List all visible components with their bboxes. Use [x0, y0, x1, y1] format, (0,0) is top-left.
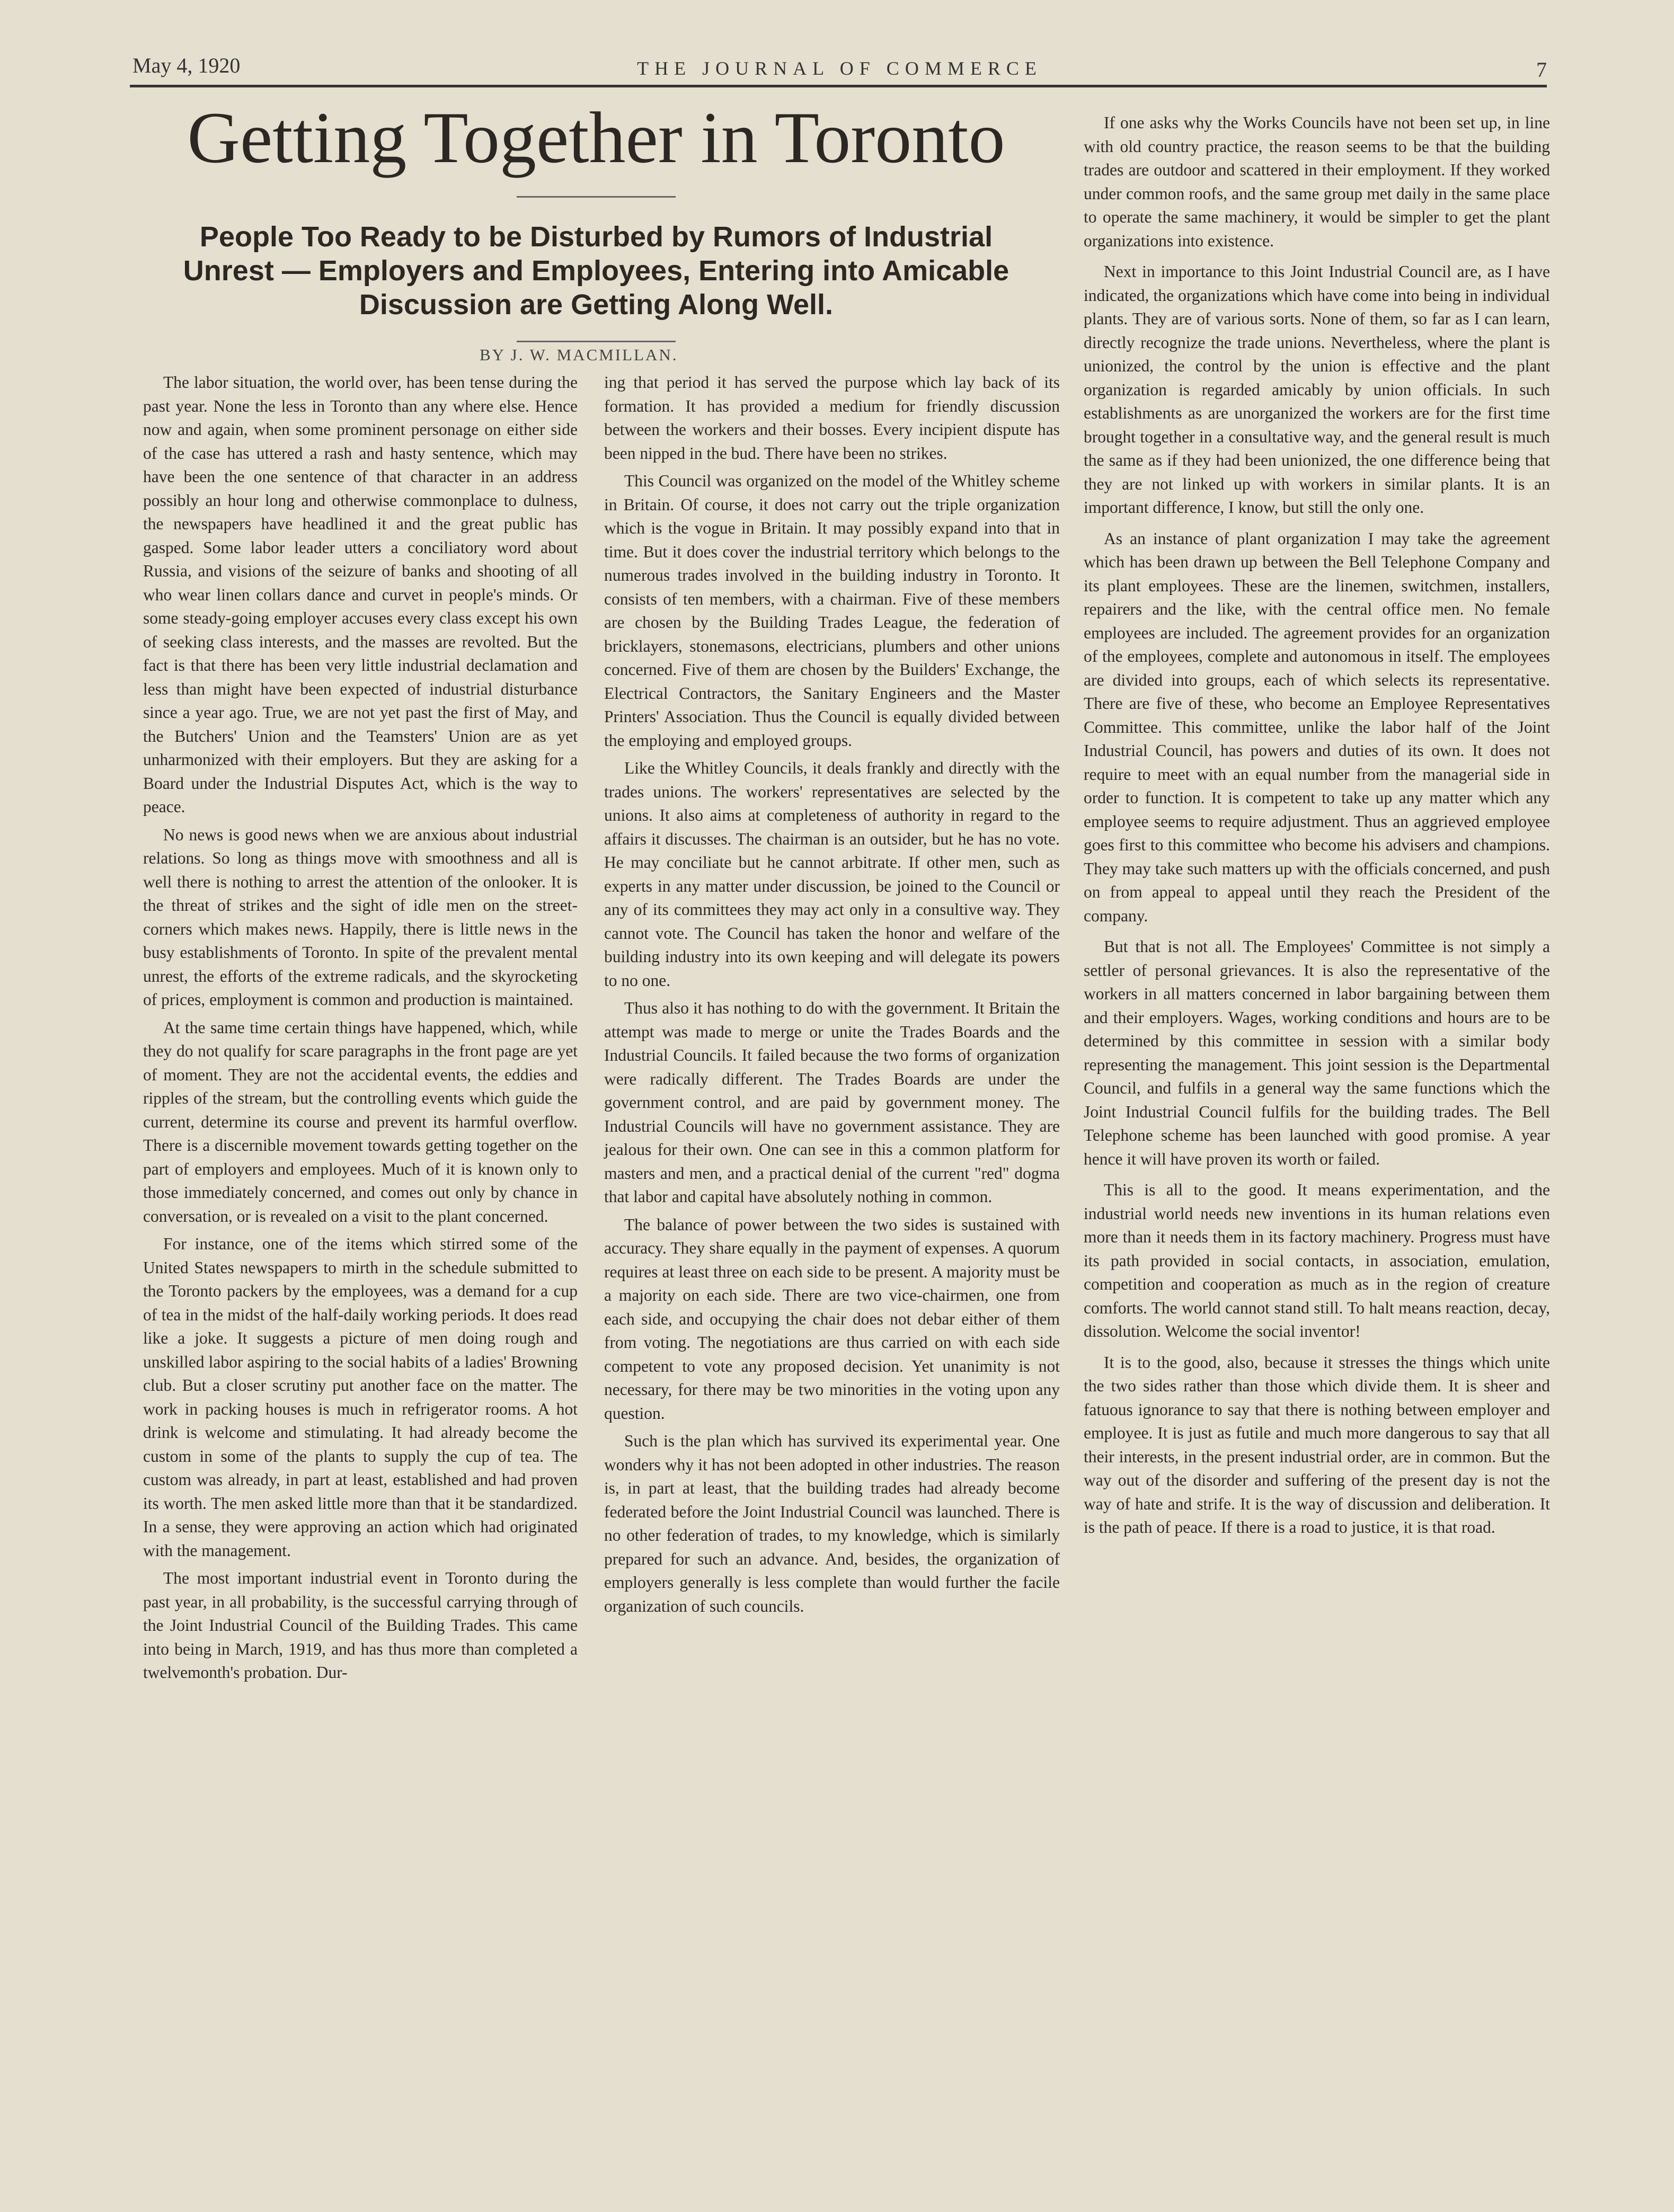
- header-rule: [130, 85, 1547, 87]
- paragraph: It is to the good, also, because it stresses the things which unite the two sides rather than those which divide them. It is sheer and fatuous ignorance to say that there is nothing between employer and employee. It is just as futile and much more dangerous to say that all their interests, in the present industrial order, are in common. But the way out of the disorder and suffering of the present day is not the way of hate and strife. It is the way of discussion and deliberation. It is the path of peace. If there is a road to justice, it is that road.: [1084, 1353, 1550, 1536]
- headline-divider: [517, 196, 676, 198]
- paragraph: But that is not all. The Employees' Committee is not simply a settler of personal grievances. It is also the representative of the workers in all matters concerned in labor bargaining between them and their employers. Wages, working conditions and hours are to be determined by this committee in session with a similar body representing the management. This joint session is the Departmental Council, and fulfils in a general way the same functions which the Joint Industrial Council fulfils for the building trades. The Bell Telephone scheme has been launched with good promise. A year hence it will have proven its worth or failed.: [1084, 937, 1550, 1168]
- article-column-1: [143, 371, 578, 1689]
- paragraph: This Council was organized on the model of the Whitley scheme in Britain. Of course, it does not carry out the triple organization which is the vogue in Britain. It may possibly expand into that in time. But it does cover the industrial territory which belongs to the numerous trades involved in the building industry in Toronto. It consists of ten members, with a chairman. Five of these members are chosen by the Building Trades League, the federation of bricklayers, stonemasons, electricians, plumbers and other unions concerned. Five of them are chosen by the Builders' Exchange, the Electrical Contractors, the Sanitary Engineers and the Master Printers' Association. Thus the Council is equally divided between the employing and employed groups.: [604, 472, 1060, 750]
- paragraph: The labor situation, the world over, has been tense during the past year. None the less in Toronto than any where else. Hence now and again, when some prominent personage on either side of the case has uttered a rash and hasty sentence, which may have been the one sentence of that character in an address possibly an hour long and otherwise commonplace to dulness, the newspapers have headlined it and the great public has gasped. Some labor leader utters a conciliatory word about Russia, and visions of the seizure of banks and shooting of all who wear linen collars dance and curvet in people's minds. Or some steady-going employer accuses every class except his own of seeking class interests, and the masses are revolted. But the fact is that there has been very little industrial declamation and less than might have been expected of industrial disturbance since a year ago. True, we are not yet past the first of May, and the Butchers' Union and the Teamsters' Union are as yet unharmonized with their employers. But they are asking for a Board under the Industrial Disputes Act, which is the way to peace.: [143, 373, 578, 816]
- paragraph: The most important industrial event in Toronto during the past year, in all probability, is the successful carrying through of the Joint Industrial Council of the Building Trades. This came into being in March, 1919, and has thus more than completed a twelvemonth's probation. Dur-: [143, 1569, 578, 1682]
- paragraph: ing that period it has served the purpose which lay back of its formation. It has provided a medium for friendly discussion between the workers and their bosses. Every incipient dispute has been nipped in the bud. There have been no strikes.: [604, 373, 1060, 463]
- byline: BY J. W. MACMILLAN.: [480, 345, 678, 364]
- article-headline: Getting Together in Toronto: [187, 97, 1005, 178]
- paragraph: For instance, one of the items which stirred some of the United States newspapers to mirth in the schedule submitted to the Toronto packers by the employees, was a demand for a cup of tea in the midst of the half-daily working periods. It does read like a joke. It suggests a picture of men doing rough and unskilled labor aspiring to the social habits of a ladies' Browning club. But a closer scrutiny put another face on the matter. The work in packing houses is much in refrigerator rooms. A hot drink is welcome and stimulating. It had already become the custom in some of the plants to supply the cup of tea. The custom was already, in part at least, established and had proven its worth. The men asked little more than that it be standardized. In a sense, they were approving an action which had originated with the management.: [143, 1234, 578, 1560]
- article-column-3: [1084, 111, 1550, 1547]
- paragraph: If one asks why the Works Councils have not been set up, in line with old country practice, the reason seems to be that the building trades are outdoor and scattered in their employment. If they worked under common roofs, and the same group met daily in the same place to operate the same machinery, it would be simpler to get the plant organizations into existence.: [1084, 113, 1550, 250]
- paragraph: Such is the plan which has survived its experimental year. One wonders why it has not been adopted in other industries. The reason is, in part at least, that the building trades had already become federated before the Joint Industrial Council was launched. There is no other federation of trades, to my knowledge, which is similarly prepared for such an advance. And, besides, the organization of employers generally is less complete than would further the facile organization of such councils.: [604, 1432, 1060, 1615]
- paragraph: This is all to the good. It means experimentation, and the industrial world needs new inventions in its human relations even more than it needs them in its factory machinery. Progress must have its path provided in social contacts, in association, emulation, competition and cooperation as much as in the region of creature comforts. The world cannot stand still. To halt means reaction, decay, dissolution. Welcome the social inventor!: [1084, 1180, 1550, 1340]
- article-deck: People Too Ready to be Disturbed by Rumors of Industrial Unrest — Employers and Employees, Entering into Amicable Discussion are Getting Along Well.: [183, 221, 1009, 321]
- paragraph: No news is good news when we are anxious about industrial relations. So long as things move with smoothness and all is well there is nothing to arrest the attention of the onlooker. It is the threat of strikes and the sight of idle men on the street-corners which makes news. Happily, there is little news in the busy establishments of Toronto. In spite of the prevalent mental unrest, the efforts of the extreme radicals, and the skyrocketing of prices, employment is common and production is maintained.: [143, 825, 578, 1009]
- paragraph: As an instance of plant organization I may take the agreement which has been drawn up between the Bell Telephone Company and its plant employees. These are the linemen, switchmen, installers, repairers and the like, with the central office men. No female employees are included. The agreement provides for an organization of the employees, complete and autonomous in itself. The employees are divided into groups, each of which selects its representative. There are five of these, who become an Employee Representatives Committee. This committee, unlike the labor half of the Joint Industrial Council, has powers and duties of its own. It does not require to meet with an equal number from the managerial side in order to function. It is competent to take up any matter which any employee seems to require adjustment. Thus an aggrieved employee goes first to this committee who become his advisers and champions. They may take such matters up with the officials concerned, and push on from appeal to appeal until they reach the President of the company.: [1084, 529, 1550, 925]
- headline-block: [138, 95, 1055, 342]
- paragraph: Thus also it has nothing to do with the government. It Britain the attempt was made to merge or unite the Trades Boards and the Industrial Councils. It failed because the two forms of organization were radically different. The Trades Boards are under the government control, and are paid by government money. The Industrial Councils will have no government assistance. They are jealous for their own. One can see in this a common platform for masters and men, and a practical denial of the current "red" dogma that labor and capital have absolutely nothing in common.: [604, 999, 1060, 1206]
- page-number: 7: [1536, 58, 1547, 82]
- deck-divider: [517, 341, 676, 342]
- paragraph: Next in importance to this Joint Industrial Council are, as I have indicated, the organizations which have come into being in individual plants. They are of various sorts. None of them, so far as I can learn, directly recognize the trade unions. Nevertheless, where the plant is unionized, the control by the union is effective and the plant organization is regarded amicably by union officials. In such establishments as are unorganized the workers are for the first time brought together in a consultative way, and the general result is much the same as if they had been unionized, the one difference being that they are not linked up with workers in similar plants. It is an important difference, I know, but still the only one.: [1084, 262, 1550, 517]
- issue-date: May 4, 1920: [132, 54, 241, 77]
- paragraph: Like the Whitley Councils, it deals frankly and directly with the trades unions. The workers' representatives are selected by the unions. It also aims at completeness of authority in regard to the affairs it discusses. The chairman is an outsider, but he has no vote. He may conciliate but he cannot arbitrate. If other men, such as experts in any matter under discussion, be joined to the Council or any of its committees they may act only in a consultive way. They cannot vote. The Council has taken the honor and welfare of the building industry into its own keeping and will delegate its powers to no one.: [604, 759, 1060, 990]
- paragraph: At the same time certain things have happened, which, while they do not qualify for scare paragraphs in the front page are yet of moment. They are not the accidental events, the eddies and ripples of the stream, but the controlling events which guide the current, determine its course and prevent its harmful overflow. There is a discernible movement towards getting together on the part of employers and employees. Much of it is known only to those immediately concerned, and comes out only by chance in conversation, or is revealed on a visit to the plant concerned.: [143, 1018, 578, 1225]
- journal-title: THE JOURNAL OF COMMERCE: [637, 58, 1042, 79]
- article-column-2: [604, 371, 1060, 1622]
- paragraph: The balance of power between the two sides is sustained with accuracy. They share equally in the payment of expenses. A quorum requires at least three on each side to be present. A majority must be a majority on each side. There are two vice-chairmen, one from each side, and occupying the chair does not debar either of them from voting. The negotiations are thus carried on with each side competent to vote any proposed decision. Yet unanimity is not necessary, for there may be two minorities in the voting upon any question.: [604, 1215, 1060, 1423]
